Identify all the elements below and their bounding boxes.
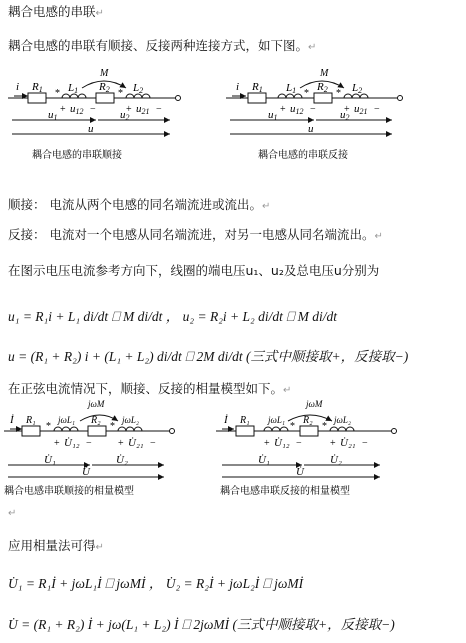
svg-text:R₁: R₁: [26, 415, 36, 426]
statement-text: 在图示电压电流参考方向下，线圈的端电压u₁、u₂及总电压u分别为: [8, 263, 380, 278]
m-label: M: [100, 68, 109, 79]
svg-text:−: −: [374, 104, 380, 115]
phasor-method-text: 应用相量法可得↵: [8, 538, 104, 553]
svg-text:*: *: [290, 421, 295, 432]
l2-label: L2: [133, 82, 144, 95]
svg-text:M: M: [320, 68, 329, 79]
svg-text:U̇: U̇: [296, 466, 304, 478]
svg-text:R₁: R₁: [240, 415, 250, 426]
current-label: i: [16, 81, 20, 93]
svg-text:−: −: [150, 438, 156, 449]
dot-l2: *: [118, 88, 123, 99]
inductor-l2: [126, 94, 150, 98]
svg-text:U̇₂: U̇₂: [330, 454, 342, 466]
equation-u1-u2: u₁ = R₁i + L₁ di/dt ⎕ M di/dt ， u₂ = R₂i + L₂ di/dt ⎕ M di/dt: [8, 309, 338, 324]
r2-label: R2: [99, 81, 110, 94]
svg-text:u12: u12: [70, 103, 84, 116]
svg-text:jωL₂: jωL₂: [122, 415, 139, 425]
svg-text:−: −: [156, 104, 162, 115]
equation-phasor-total: U̇ = (R₁ + R₂) İ + jω(L₁ + L₂) İ ⎕ 2jωMİ (三式中顺接取+，反接取−): [8, 617, 395, 632]
svg-text:U̇₁₂: U̇₁₂: [64, 437, 80, 449]
svg-text:L1: L1: [286, 82, 297, 95]
svg-text:*: *: [110, 421, 115, 432]
def-anti: 反接： 电流对一个电感从同名端流进，对另一电感从同名端流出。↵: [8, 227, 383, 242]
svg-text:U̇: U̇: [82, 466, 90, 478]
svg-text:*: *: [304, 88, 309, 99]
svg-text:u1: u1: [48, 109, 58, 122]
section-title: 耦合电感的串联↵: [8, 4, 104, 19]
svg-text:u21: u21: [136, 103, 150, 116]
svg-text:jωL₁: jωL₁: [58, 415, 75, 425]
svg-text:+: +: [330, 438, 336, 449]
caption-series-aiding: 耦合电感的串联顺接: [32, 150, 122, 161]
def-series: 顺接： 电流从两个电感的同名端流进或流出。↵: [8, 197, 271, 212]
resistor-r1: [28, 93, 46, 103]
resistor-r2: [96, 93, 114, 103]
svg-text:U̇₂₁: U̇₂₁: [128, 437, 144, 449]
svg-text:−: −: [296, 438, 302, 449]
svg-text:u1: u1: [268, 109, 278, 122]
svg-text:i: i: [236, 81, 240, 93]
phasor-series-aiding: [4, 399, 175, 497]
figure-series-circuits: [0, 62, 466, 166]
svg-text:u2: u2: [120, 109, 130, 122]
intro-text: 耦合电感的串联有顺接、反接两种连接方式，如下图。↵: [8, 38, 317, 53]
svg-text:*: *: [322, 421, 327, 432]
svg-text:−: −: [90, 104, 96, 115]
svg-text:+: +: [118, 438, 124, 449]
svg-text:−: −: [86, 438, 92, 449]
caption-phasor-aiding: 耦合电感串联顺接的相量模型: [4, 486, 134, 497]
equation-phasor-u1-u2: U̇₁ = R₁İ + jωL₁İ ⎕ jωMİ ， U̇₂ = R₂İ + jωL₂İ ⎕ jωMİ: [8, 576, 304, 591]
svg-text:+: +: [54, 438, 60, 449]
phasor-series-opposing: [216, 399, 397, 497]
svg-text:U̇₂₁: U̇₂₁: [340, 437, 356, 449]
sinusoidal-text: 在正弦电流情况下，顺接、反接的相量模型如下。↵: [8, 381, 292, 396]
svg-text:u: u: [308, 123, 314, 135]
svg-text:İ: İ: [10, 414, 14, 426]
circuit-series-aiding: [8, 68, 181, 161]
svg-text:+: +: [344, 104, 350, 115]
svg-text:+: +: [60, 104, 66, 115]
svg-text:R₂: R₂: [91, 415, 101, 426]
caption-series-opposing: 耦合电感的串联反接: [258, 150, 348, 161]
svg-text:−: −: [310, 104, 316, 115]
svg-text:+: +: [126, 104, 132, 115]
r1-label: R1: [32, 81, 43, 94]
caption-phasor-opposing: 耦合电感串联反接的相量模型: [220, 486, 350, 497]
svg-text:jωM: jωM: [88, 399, 105, 409]
svg-text:U̇₁₂: U̇₁₂: [274, 437, 290, 449]
svg-text:U̇₁: U̇₁: [44, 454, 56, 466]
svg-text:R₂: R₂: [303, 415, 313, 426]
equation-u-total: u = (R₁ + R₂) i + (L₁ + L₂) di/dt ⎕ 2M di/dt (三式中顺接取+，反接取−): [8, 349, 409, 364]
svg-text:R1: R1: [252, 81, 263, 94]
svg-text:R2: R2: [317, 81, 328, 94]
svg-text:U̇₁: U̇₁: [258, 454, 270, 466]
svg-text:jωL₂: jωL₂: [334, 415, 351, 425]
circuit-series-opposing: [226, 68, 403, 161]
para-mark-1: ↵: [8, 508, 17, 519]
svg-text:*: *: [336, 88, 341, 99]
svg-text:İ: İ: [224, 414, 228, 426]
svg-text:u12: u12: [290, 103, 304, 116]
svg-text:+: +: [264, 438, 270, 449]
svg-text:jωM: jωM: [306, 399, 323, 409]
svg-text:u: u: [88, 123, 94, 135]
terminal-right: [176, 96, 181, 101]
svg-text:*: *: [46, 421, 51, 432]
svg-text:L2: L2: [352, 82, 363, 95]
svg-text:jωL₁: jωL₁: [268, 415, 285, 425]
dot-l1: *: [55, 88, 60, 99]
l1-label: L1: [68, 82, 79, 95]
figure-phasor-models: [0, 397, 466, 501]
svg-text:u21: u21: [354, 103, 368, 116]
svg-text:u2: u2: [340, 109, 350, 122]
svg-text:+: +: [280, 104, 286, 115]
svg-text:−: −: [362, 438, 368, 449]
svg-text:U̇₂: U̇₂: [116, 454, 128, 466]
